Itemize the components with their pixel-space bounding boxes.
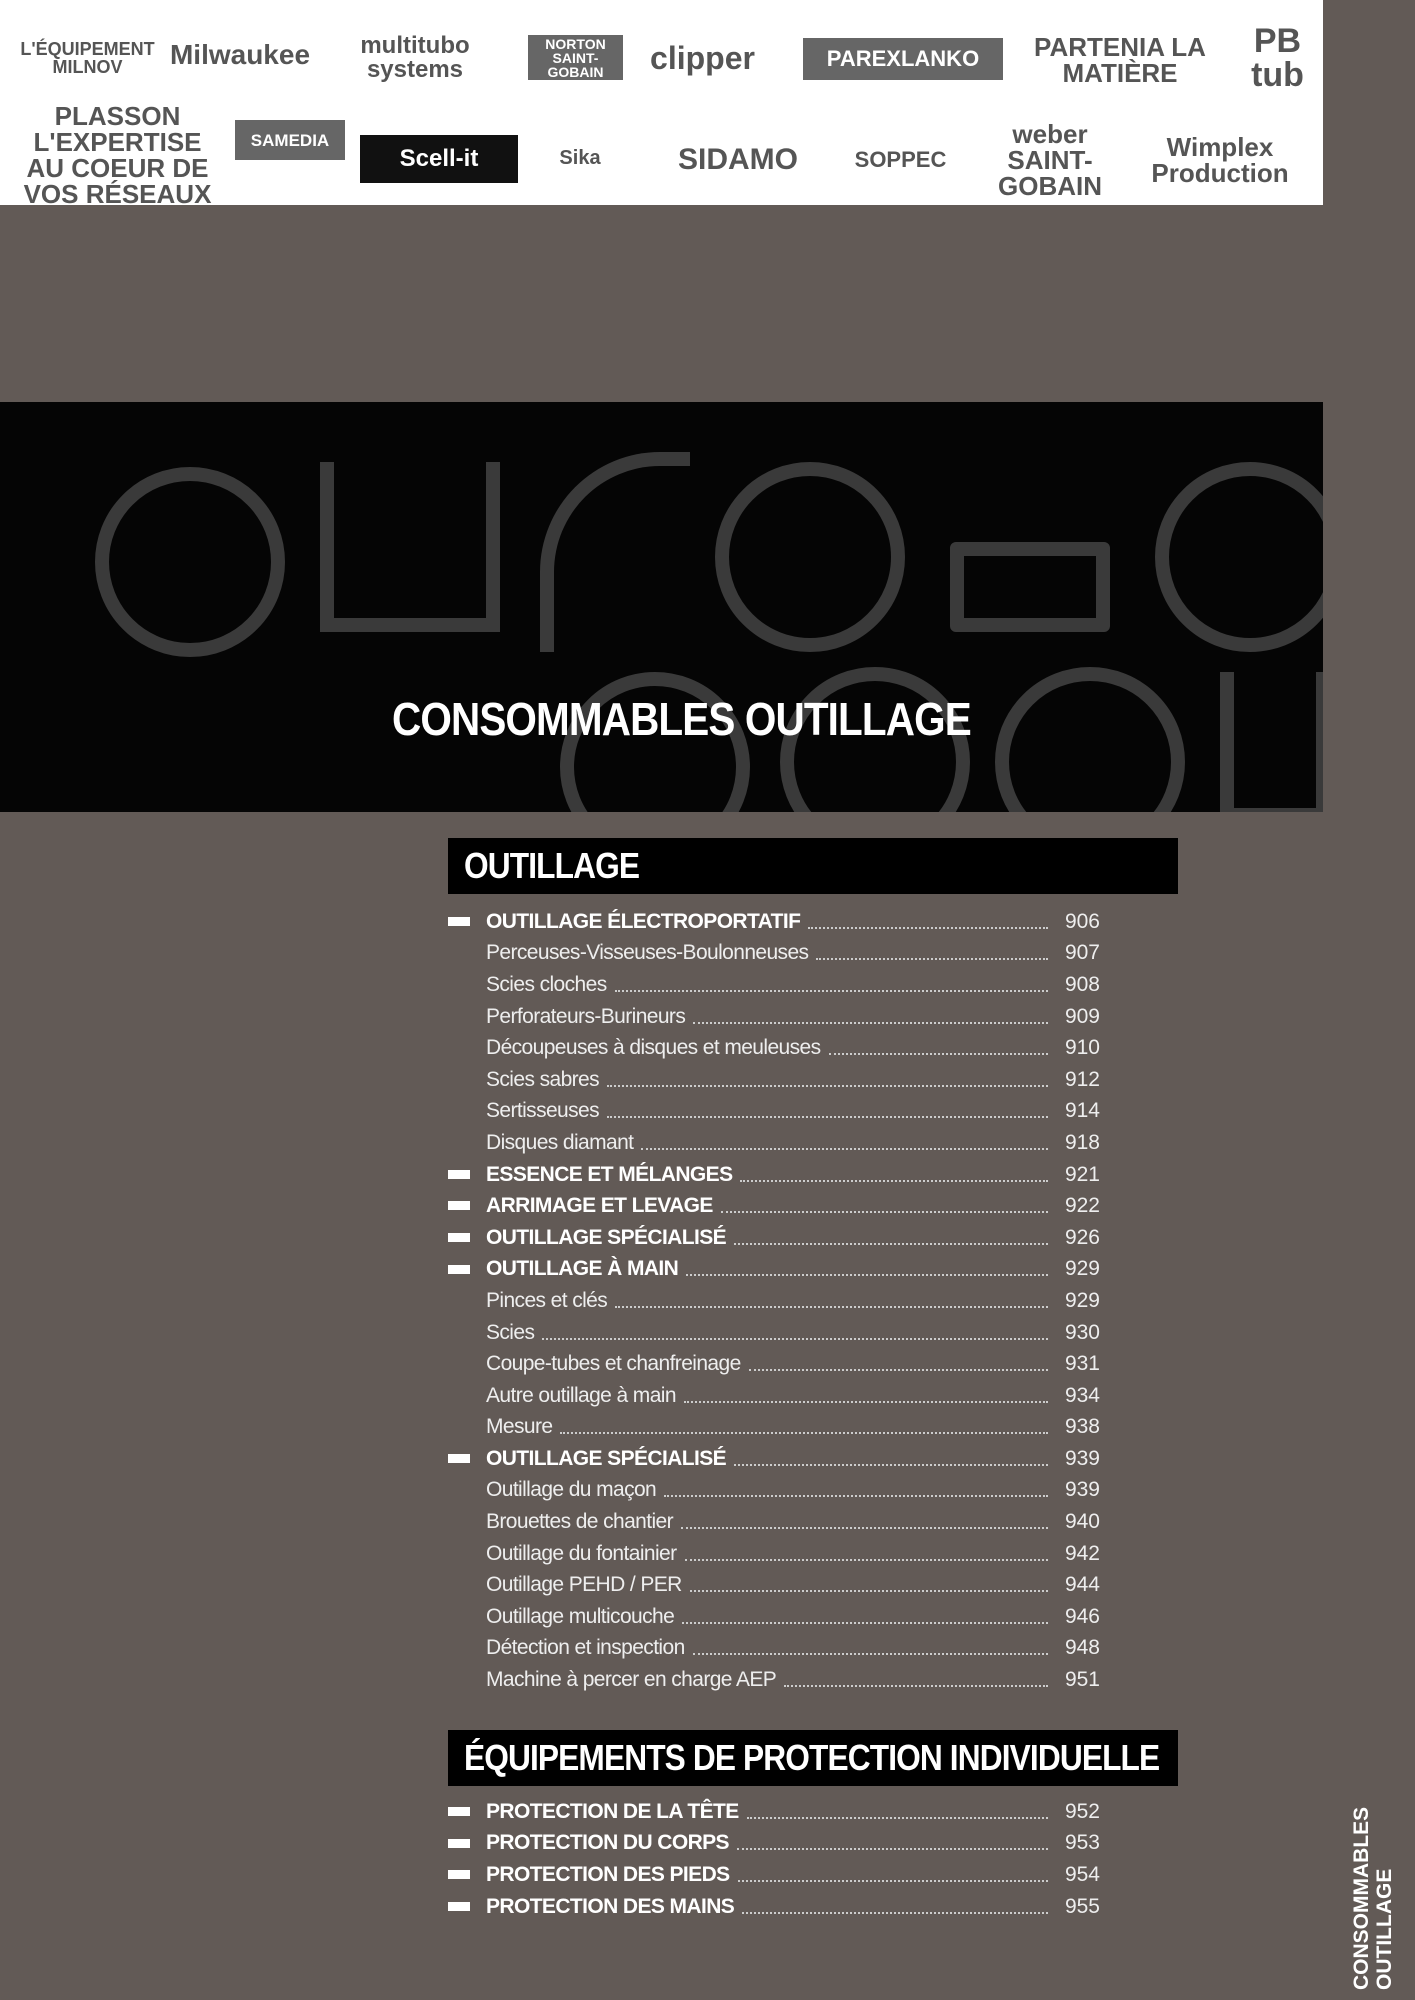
section-header-epi [448,1730,1178,1786]
toc-entry[interactable] [448,969,1108,1001]
bullet-marker [448,1201,470,1210]
brand-logo: L'ÉQUIPEMENT MILNOV [20,38,155,77]
toc-entry[interactable] [448,1317,1108,1349]
rain-icon [715,462,905,652]
toc-entry[interactable] [448,1190,1108,1222]
toc-entry-label: Outillage du fontainier [486,1541,677,1565]
toc-entry[interactable] [448,1412,1108,1444]
brand-logo: clipper [650,39,755,76]
toc-entry-label: OUTILLAGE À MAIN [486,1257,679,1281]
toc-entry-page: 931 [1064,1352,1100,1376]
leader-dots [737,1848,1048,1850]
toc-entry-label: Perforateurs-Burineurs [486,1004,686,1028]
toc-entry-label: OUTILLAGE SPÉCIALISÉ [486,1446,727,1470]
toc-entry-label: Sertisseuses [486,1099,600,1123]
bullet-marker [448,1902,470,1911]
leader-dots [721,1211,1048,1213]
pipe-elbow-icon [540,452,690,652]
toc-entry-page: 939 [1064,1478,1100,1502]
category-banner [0,402,1323,812]
toc-entry[interactable] [448,1380,1108,1412]
leader-dots [560,1432,1048,1434]
leader-dots [664,1495,1048,1497]
toc-entry-label: Coupe-tubes et chanfreinage [486,1352,741,1376]
toc-entry[interactable] [448,1633,1108,1665]
brand-logo: Wimplex Production [1151,132,1289,188]
toc-entry-page: 922 [1064,1194,1100,1218]
toc-entry[interactable] [448,938,1108,970]
meter-icon [950,542,1110,632]
bullet-marker [448,1839,470,1848]
toc-entry-page: 906 [1064,909,1100,933]
toc-entry-label: ESSENCE ET MÉLANGES [486,1162,733,1186]
brand-logo: PLASSON L'EXPERTISE AU COEUR DE VOS RÉSEAUX [23,101,212,209]
brand-logo: SOPPEC [854,147,947,172]
toc-entry-page: 938 [1064,1415,1100,1439]
toc-entry[interactable] [448,1538,1108,1570]
toc-entry-page: 907 [1064,941,1100,965]
leader-dots [734,1464,1048,1466]
brand-logo: Sika [559,146,601,169]
brand-logo: NORTON SAINT-GOBAIN [528,35,623,80]
circle-icon [95,467,285,657]
toc-entry[interactable] [448,1601,1108,1633]
toc-entry[interactable] [448,906,1108,938]
toc-entry-label: PROTECTION DE LA TÊTE [486,1799,739,1823]
leader-dots [693,1653,1048,1655]
bullet-marker [448,1807,470,1816]
leader-dots [734,1243,1048,1245]
toc-entry-label: PROTECTION DES MAINS [486,1894,735,1918]
side-tab [1350,1807,1396,1990]
toc-entry-page: 954 [1064,1862,1100,1886]
banner-title: CONSOMMABLES OUTILLAGE [392,693,971,745]
brand-logo: PB tub [1251,21,1304,94]
brand-logo: SIDAMO [678,143,798,176]
toc-entry-page: 921 [1064,1162,1100,1186]
bullet-marker [448,1870,470,1879]
toc-entry[interactable] [448,1828,1108,1860]
bullet-marker [448,1454,470,1463]
toc-entry-label: OUTILLAGE ÉLECTROPORTATIF [486,909,801,933]
bullet-marker [448,917,470,926]
leader-dots [738,1880,1048,1882]
toc-entry-page: 946 [1064,1604,1100,1628]
toc-entry[interactable] [448,1064,1108,1096]
toc-entry-label: Machine à percer en charge AEP [486,1668,777,1692]
brand-logo: SAMEDIA [235,120,345,160]
toc-entry-label: ARRIMAGE ET LEVAGE [486,1194,713,1218]
leader-dots [740,1180,1048,1182]
toc-list-outillage [448,906,1108,1696]
toc-entry[interactable] [448,1127,1108,1159]
house-icon [320,462,500,632]
bullet-marker [448,1170,470,1179]
toc-entry-label: Pinces et clés [486,1288,608,1312]
toc-entry-label: Scies [486,1320,535,1344]
toc-entry-label: Outillage du maçon [486,1478,657,1502]
section-title: ÉQUIPEMENTS DE PROTECTION INDIVIDUELLE [464,1737,1160,1778]
toc-entry-page: 944 [1064,1573,1100,1597]
leader-dots [607,1085,1048,1087]
toc-entry-page: 942 [1064,1541,1100,1565]
water-icon [995,667,1185,812]
toc-entry-page: 929 [1064,1288,1100,1312]
leader-dots [615,1306,1048,1308]
toc-entry[interactable] [448,1032,1108,1064]
toc-entry[interactable] [448,1222,1108,1254]
toc-entry-page: 910 [1064,1036,1100,1060]
brand-logo: Milwaukee [169,39,311,70]
brand-logo: PARTENIA LA MATIÈRE [1034,32,1206,88]
toc-entry[interactable] [448,1285,1108,1317]
leader-dots [615,990,1048,992]
leader-dots [682,1622,1048,1624]
toc-entry[interactable] [448,1159,1108,1191]
toc-entry[interactable] [448,1859,1108,1891]
toc-entry-label: Scies cloches [486,972,607,996]
bullet-marker [448,1265,470,1274]
brand-logo: Scell-it [360,135,518,183]
toc-list-epi [448,1796,1108,1922]
toc-entry-page: 912 [1064,1067,1100,1091]
toc-entry-label: Disques diamant [486,1130,634,1154]
toc-entry-page: 929 [1064,1257,1100,1281]
leader-dots [607,1116,1048,1118]
leader-dots [684,1401,1048,1403]
section-title: OUTILLAGE [464,845,640,886]
toc-entry-page: 930 [1064,1320,1100,1344]
side-tab-line2: OUTILLAGE [1373,1868,1396,1990]
leader-dots [808,927,1048,929]
toc-entry-page: 948 [1064,1636,1100,1660]
toc-entry-label: PROTECTION DU CORPS [486,1831,729,1855]
leader-dots [829,1053,1049,1055]
toc-entry-label: Outillage PEHD / PER [486,1573,682,1597]
toc-entry[interactable] [448,1348,1108,1380]
toc-entry[interactable] [448,1443,1108,1475]
leader-dots [693,1022,1048,1024]
toc-entry-label: Brouettes de chantier [486,1510,674,1534]
toc-entry-label: Autre outillage à main [486,1383,676,1407]
bullet-marker [448,1233,470,1242]
toc-entry-label: Scies sabres [486,1067,600,1091]
leader-dots [681,1527,1048,1529]
leader-dots [742,1912,1048,1914]
toc-entry[interactable] [448,1664,1108,1696]
toc-entry-page: 939 [1064,1446,1100,1470]
rain-icon [1155,462,1323,652]
brand-logo: weber SAINT-GOBAIN [998,119,1102,201]
leader-dots [641,1148,1048,1150]
brand-logo: PAREXLANKO [803,38,1003,80]
toc-entry-label: Outillage multicouche [486,1604,675,1628]
leader-dots [542,1338,1048,1340]
brand-logos-strip [0,0,1323,209]
leader-dots [690,1590,1048,1592]
toc-entry[interactable] [448,1796,1108,1828]
toc-entry-label: OUTILLAGE SPÉCIALISÉ [486,1225,727,1249]
toc-entry[interactable] [448,1096,1108,1128]
toc-entry-page: 955 [1064,1894,1100,1918]
toc-entry-label: Découpeuses à disques et meuleuses [486,1036,821,1060]
house-icon [1220,672,1323,812]
toc-entry-label: Détection et inspection [486,1636,685,1660]
toc-entry-page: 908 [1064,972,1100,996]
toc-entry-page: 934 [1064,1383,1100,1407]
brand-logo: multitubo systems [360,31,470,83]
toc-entry[interactable] [448,1569,1108,1601]
toc-entry[interactable] [448,1001,1108,1033]
toc-entry[interactable] [448,1254,1108,1286]
leader-dots [749,1369,1048,1371]
toc-entry-page: 951 [1064,1668,1100,1692]
leader-dots [816,958,1048,960]
toc-entry-label: PROTECTION DES PIEDS [486,1862,730,1886]
section-header-outillage [448,838,1178,894]
toc-entry-page: 918 [1064,1130,1100,1154]
toc-entry-page: 952 [1064,1799,1100,1823]
toc-entry-page: 914 [1064,1099,1100,1123]
leader-dots [685,1559,1049,1561]
toc-entry[interactable] [448,1891,1108,1923]
leader-dots [747,1817,1048,1819]
toc-entry-page: 926 [1064,1225,1100,1249]
toc-entry-page: 940 [1064,1510,1100,1534]
toc-entry-page: 909 [1064,1004,1100,1028]
toc-entry-page: 953 [1064,1831,1100,1855]
toc-entry-label: Mesure [486,1415,553,1439]
toc-entry[interactable] [448,1506,1108,1538]
toc-entry[interactable] [448,1475,1108,1507]
leader-dots [784,1685,1048,1687]
side-tab-line1: CONSOMMABLES [1350,1806,1373,1990]
toc-entry-label: Perceuses-Visseuses-Boulonneuses [486,941,809,965]
leader-dots [686,1274,1048,1276]
